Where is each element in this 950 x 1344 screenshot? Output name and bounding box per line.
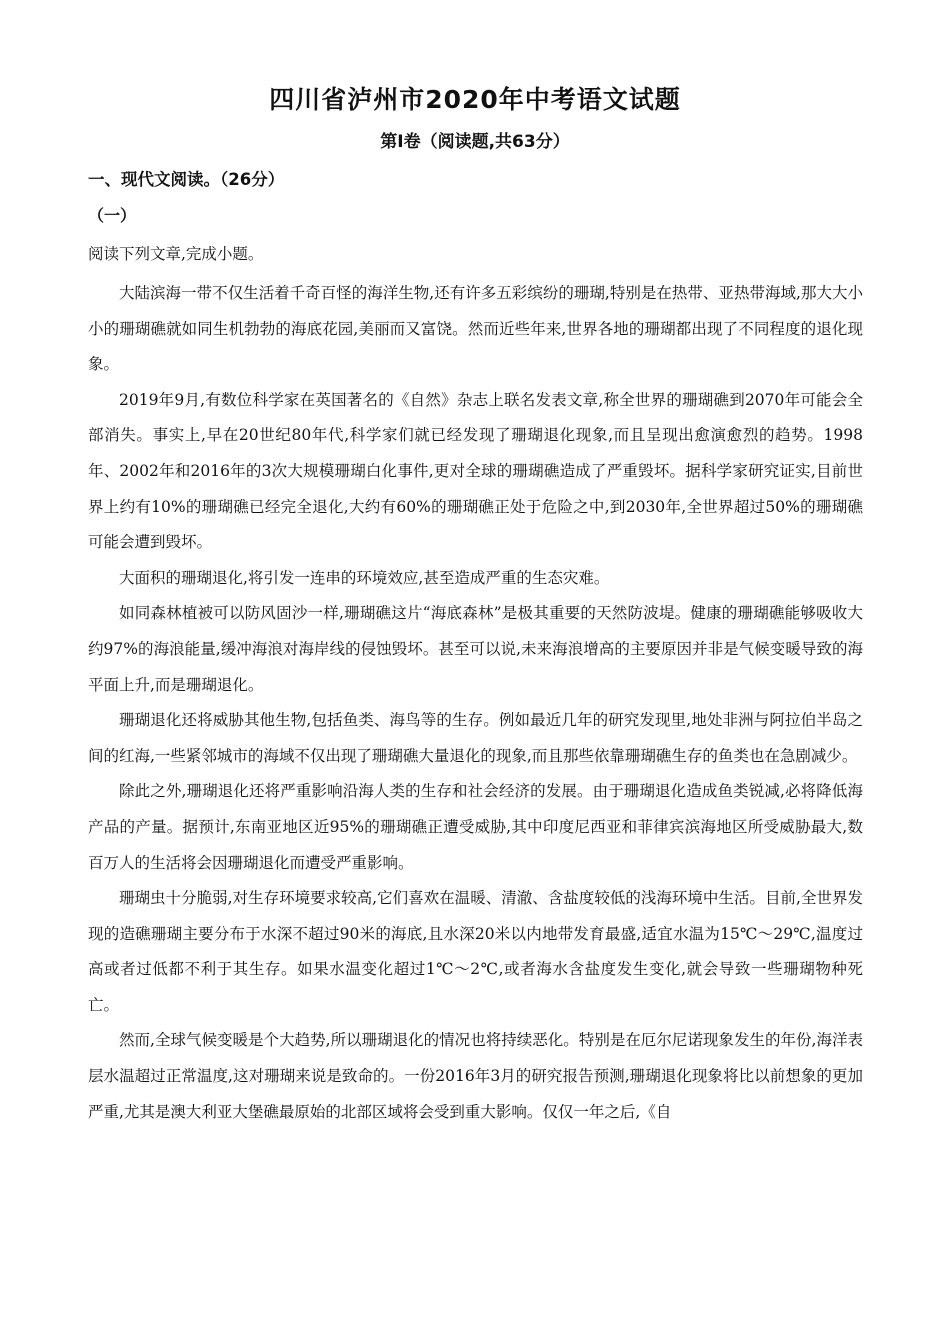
paragraph: 珊瑚退化还将威胁其他生物,包括鱼类、海鸟等的生存。例如最近几年的研究发现里,地处非洲与阿拉伯半岛之间的红海,一些紧邻城市的海域不仅出现了珊瑚礁大量退化的现象,而且那些依靠珊瑚礁生存的鱼类也在急剧减少。	[88, 711, 863, 765]
paragraph: 除此之外,珊瑚退化还将严重影响沿海人类的生存和社会经济的发展。由于珊瑚退化造成鱼类锐减,必将降低海产品的产量。据预计,东南亚地区近95%的珊瑚礁正遭受威胁,其中印度尼西亚和菲律宾滨海地区所受威胁最大,数百万人的生活将会因珊瑚退化而遭受严重影响。	[88, 782, 863, 872]
article-body	[88, 276, 863, 1130]
paragraph: 如同森林植被可以防风固沙一样,珊瑚礁这片“海底森林”是极其重要的天然防波堤。健康的珊瑚礁能够吸收大约97%的海浪能量,缓冲海浪对海岸线的侵蚀毁坏。甚至可以说,未来海浪增高的主要原因并非是气候变暖导致的海平面上升,而是珊瑚退化。	[88, 604, 863, 694]
document-title: 四川省泸州市2020年中考语文试题	[269, 85, 681, 114]
paragraph: 大面积的珊瑚退化,将引发一连串的环境效应,甚至造成严重的生态灾难。	[119, 568, 610, 587]
paragraph: 2019年9月,有数位科学家在英国著名的《自然》杂志上联名发表文章,称全世界的珊瑚礁到2070年可能会全部消失。事实上,早在20世纪80年代,科学家们就已经发现了珊瑚退化现象,而且呈现出愈演愈烈的趋势。1998年、2002年和2016年的3次大规模珊瑚白化事件,更对全球的珊瑚礁造成了严重毁坏。据科学家研究证实,目前世界上约有10%的珊瑚礁已经完全退化,大约有60%的珊瑚礁正处于危险之中,到2030年,全世界超过50%的珊瑚礁可能会遭到毁坏。	[88, 390, 863, 552]
reading-instruction: 阅读下列文章,完成小题。	[88, 245, 264, 263]
paragraph: 然而,全球气候变暖是个大趋势,所以珊瑚退化的情况也将持续恶化。特别是在厄尔尼诺现象发生的年份,海洋表层水温超过正常温度,这对珊瑚来说是致命的。一份2016年3月的研究报告预测,珊瑚退化现象将比以前想象的更加严重,尤其是澳大利亚大堡礁最原始的北部区域将会受到重大影响。仅仅一年之后,《自	[88, 1031, 863, 1121]
sub-heading: （一）	[88, 206, 137, 225]
paragraph: 大陆滨海一带不仅生活着千奇百怪的海洋生物,还有许多五彩缤纷的珊瑚,特别是在热带、亚热带海域,那大大小小的珊瑚礁就如同生机勃勃的海底花园,美丽而又富饶。然而近些年来,世界各地的珊瑚都出现了不同程度的退化现象。	[88, 284, 863, 374]
paragraph: 珊瑚虫十分脆弱,对生存环境要求较高,它们喜欢在温暖、清澈、含盐度较低的浅海环境中生活。目前,全世界发现的造礁珊瑚主要分布于水深不超过90米的海底,且水深20米以内地带发育最盛,适宜水温为15℃～29℃,温度过高或者过低都不利于其生存。如果水温变化超过1℃～2℃,或者海水含盐度发生变化,就会导致一些珊瑚物种死亡。	[88, 889, 863, 1014]
part-heading: 一、现代文阅读。（26分）	[88, 170, 285, 189]
volume-title: 第Ⅰ卷（阅读题,共63分）	[380, 132, 570, 152]
